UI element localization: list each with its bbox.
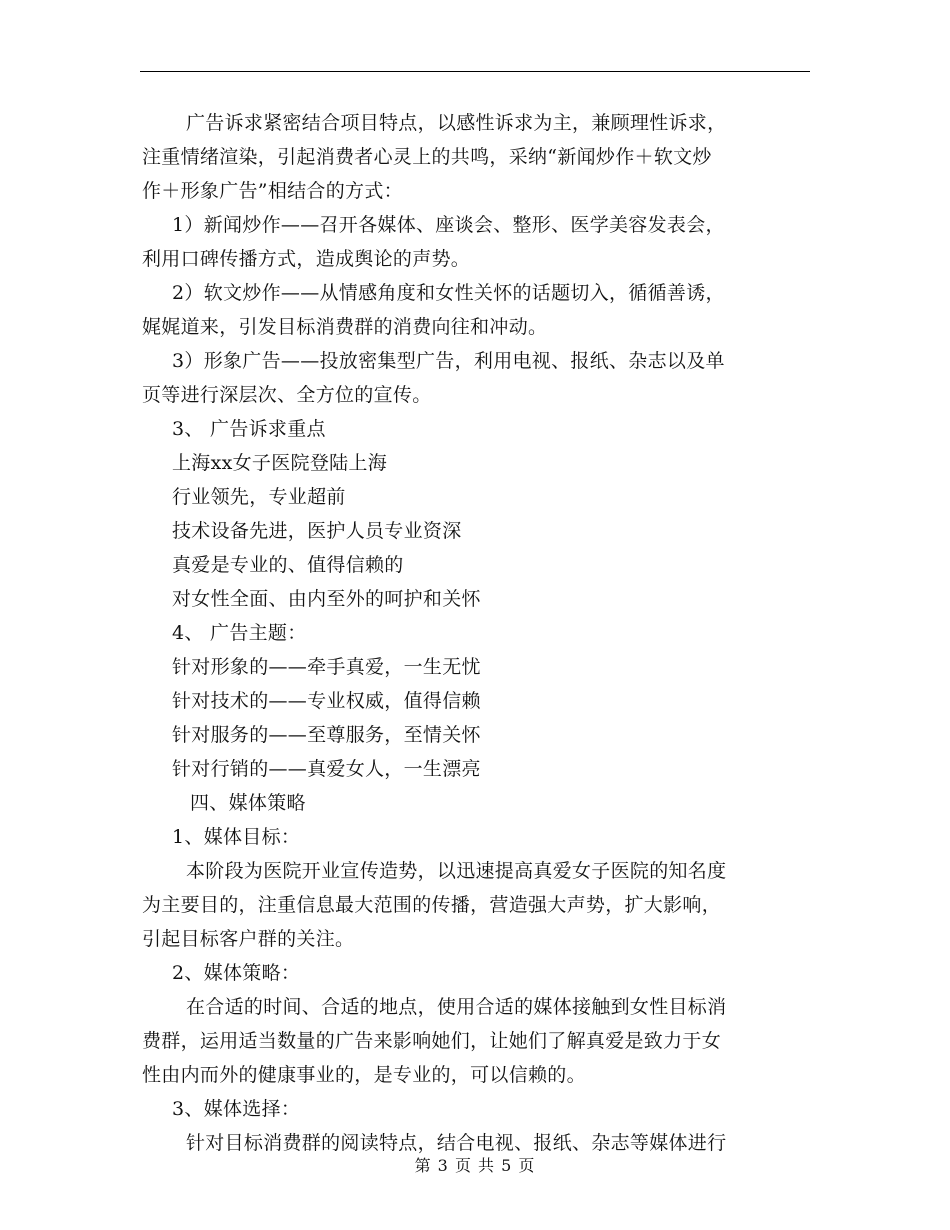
text-line: 对女性全面、由内至外的呵护和关怀	[172, 588, 481, 610]
page-footer: 第 3 页 共 5 页	[414, 1156, 536, 1175]
text-line: 引起目标客户群的关注。	[142, 928, 355, 950]
text-line: 为主要目的，注重信息最大范围的传播，营造强大声势，扩大影响，	[142, 894, 722, 916]
text-line: 2）软文炒作——从情感角度和女性关怀的话题切入，循循善诱，	[172, 282, 725, 304]
text-line: 4、 广告主题：	[172, 622, 307, 644]
text-line: 针对服务的——至尊服务，至情关怀	[172, 724, 481, 746]
text-line: 作＋形象广告”相结合的方式：	[142, 180, 403, 202]
text-line: 1）新闻炒作——召开各媒体、座谈会、整形、医学美容发表会，	[172, 214, 725, 236]
text-line: 针对行销的——真爱女人，一生漂亮	[172, 758, 481, 780]
text-line: 真爱是专业的、值得信赖的	[172, 554, 404, 576]
header-rule	[140, 71, 810, 72]
text-line: 3）形象广告——投放密集型广告，利用电视、报纸、杂志以及单	[172, 350, 725, 372]
text-line: 技术设备先进，医护人员专业资深	[172, 520, 462, 542]
text-line: 针对目标消费群的阅读特点，结合电视、报纸、杂志等媒体进行	[186, 1132, 727, 1154]
text-line: 3、媒体选择：	[172, 1098, 301, 1120]
text-line: 娓娓道来，引发目标消费群的消费向往和冲动。	[142, 316, 548, 338]
text-line: 广告诉求紧密结合项目特点，以感性诉求为主，兼顾理性诉求，	[186, 112, 727, 134]
text-line: 上海xx女子医院登陆上海	[172, 452, 388, 474]
text-line: 费群，运用适当数量的广告来影响她们，让她们了解真爱是致力于女	[142, 1030, 722, 1052]
text-line: 四、媒体策略	[190, 792, 306, 814]
text-line: 2、媒体策略：	[172, 962, 301, 984]
text-line: 1、媒体目标：	[172, 826, 301, 848]
text-line: 针对形象的——牵手真爱，一生无忧	[172, 656, 481, 678]
text-line: 页等进行深层次、全方位的宣传。	[142, 384, 432, 406]
text-line: 本阶段为医院开业宣传造势，以迅速提高真爱女子医院的知名度	[186, 860, 727, 882]
text-line: 行业领先，专业超前	[172, 486, 346, 508]
document-body	[142, 106, 807, 1160]
text-line: 针对技术的——专业权威，值得信赖	[172, 690, 481, 712]
text-line: 利用口碑传播方式，造成舆论的声势。	[142, 248, 471, 270]
text-line: 在合适的时间、合适的地点，使用合适的媒体接触到女性目标消	[186, 996, 727, 1018]
text-line: 性由内而外的健康事业的，是专业的，可以信赖的。	[142, 1064, 586, 1086]
text-line: 3、 广告诉求重点	[172, 418, 326, 440]
text-line: 注重情绪渲染，引起消费者心灵上的共鸣，采纳“新闻炒作＋软文炒	[142, 146, 712, 168]
